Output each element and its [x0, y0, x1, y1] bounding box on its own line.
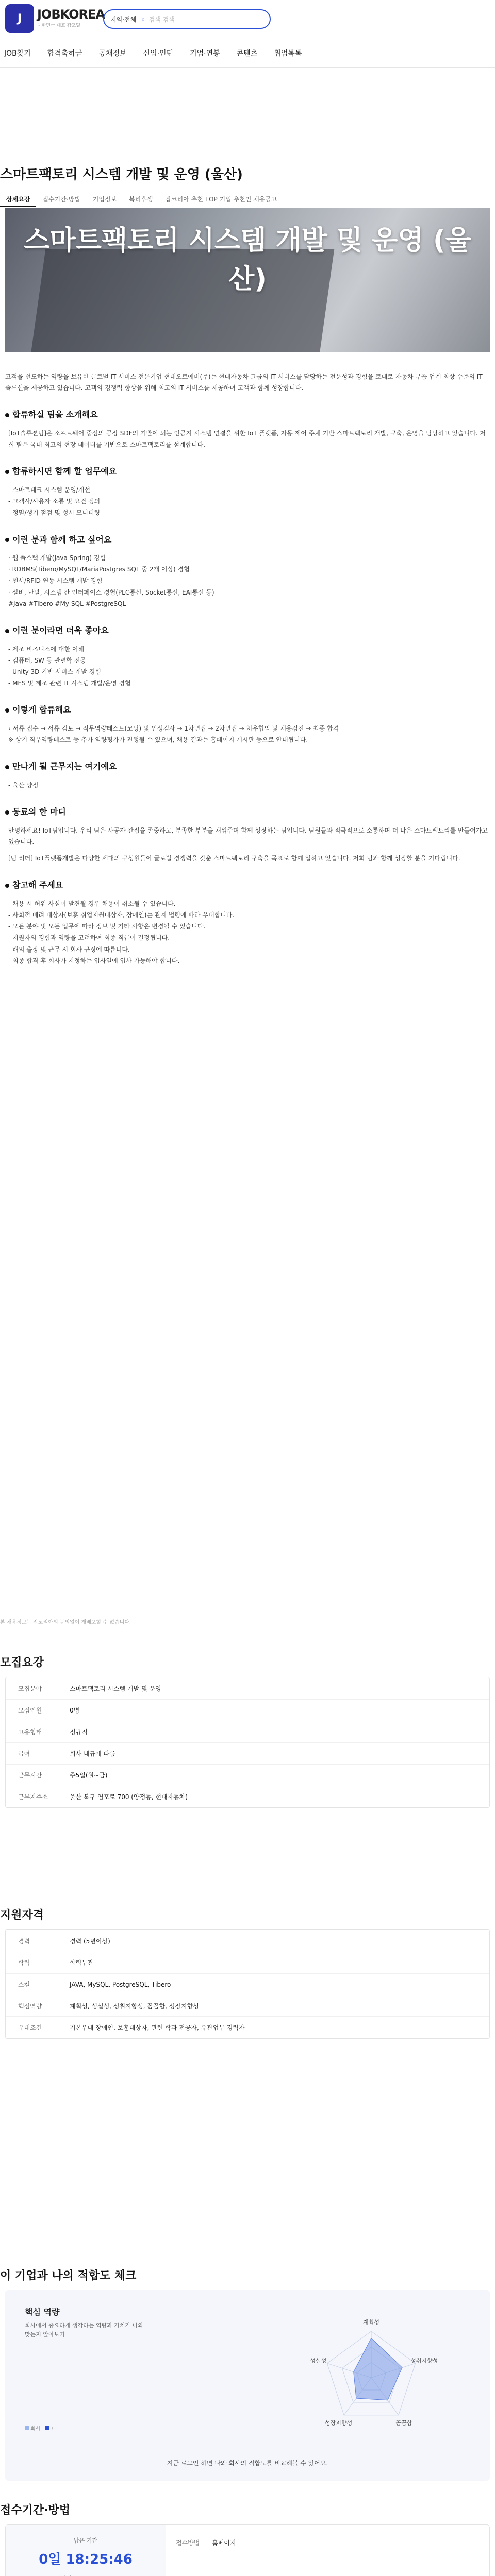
- section-line: [IoT솔루션팀]은 소프트웨어 중심의 공장 SDF의 기반이 되는 인공지 시스템 연결을 위한 IoT 플랫폼, 자동 제어 주체 기반 스마트팩토리 개발, 구축, 운영을 담당하고 있습니다. 저희 팀은 국내 최고의 현장 데이터를 기반으로 스마트팩토리를 설계합니다.: [8, 429, 486, 449]
- apply-panel: [5, 2524, 490, 2576]
- row-label: 핵심역량: [18, 2003, 42, 2010]
- section-line: - 정밀/생기 점검 및 성시 모니터링: [8, 509, 101, 517]
- row-label: 경력: [18, 1937, 30, 1945]
- section-title: 이런 분과 함께 하고 싶어요: [12, 534, 112, 545]
- section-heading: [5, 702, 490, 718]
- section-body: [5, 428, 490, 450]
- remain-time: 0일 18:25:46: [39, 2552, 133, 2567]
- section-line: - 고객사/사용자 소통 및 요건 정의: [8, 498, 101, 505]
- recruit-section: [0, 1654, 495, 1808]
- section-heading: [5, 877, 490, 893]
- row-label: 근무시간: [18, 1772, 42, 1779]
- tab-apply[interactable]: 접수기간·방법: [42, 196, 80, 203]
- row-label: 학력: [18, 1959, 30, 1967]
- section-line: ※ 상기 직무역량테스트 등 추가 역량평가가 진행될 수 있으며, 채용 결과는 홈페이지 게시판 등으로 안내됩니다.: [8, 736, 308, 744]
- brand-name: JOBKOREA: [37, 7, 105, 22]
- section-body: [5, 898, 490, 967]
- section-line: - MES 및 제조 관련 IT 시스템 개발/운영 경험: [8, 680, 131, 687]
- search-icon: ⌕: [141, 15, 145, 23]
- radar-chart: [294, 2311, 449, 2445]
- radar-axis-label: 꼼꼼함: [395, 2419, 412, 2427]
- section-title: 합류하실 팀을 소개해요: [12, 410, 98, 420]
- row-value: 주5일(월~금): [70, 1772, 108, 1779]
- site-header: [0, 0, 495, 38]
- section-line: [팀 리더] IoT플랫폼개발은 다양한 세대의 구성원들이 글로벌 경쟁력을 갖춘 스마트팩토리 구축을 목표로 함께 일하고 있습니다. 저희 팀과 함께 성장할 분을 기다립니다.: [8, 855, 460, 862]
- section-line: - 제조 비즈니스에 대한 이해: [8, 645, 85, 653]
- qual-heading: 지원자격: [0, 1909, 44, 1922]
- section-body: [5, 552, 490, 609]
- section-line: - 사회적 배려 대상자(보훈 취업지원대상자, 장애인)는 관계 법령에 따라 우대합니다.: [8, 911, 235, 919]
- row-value: 정규직: [70, 1728, 88, 1736]
- radar-series-company: [354, 2338, 402, 2400]
- search-input[interactable]: 검색 검색: [148, 15, 175, 23]
- recruit-heading: 모집요강: [0, 1656, 44, 1669]
- nav-item[interactable]: 기업·연봉: [190, 49, 220, 58]
- table-row: [6, 1677, 489, 1699]
- login-cta[interactable]: 지금 로그인 하면 나와 회사의 적합도를 비교해볼 수 있어요.: [167, 2460, 328, 2467]
- section-heading: [5, 804, 490, 820]
- logo-mark: J: [17, 12, 22, 25]
- bullet-icon: [5, 538, 9, 542]
- section-heading: [5, 532, 490, 548]
- bullet-icon: [5, 470, 9, 474]
- bullet-icon: [5, 413, 9, 417]
- table-row: [6, 1973, 489, 1995]
- section-line: - 채용 시 허위 사실이 발견될 경우 채용이 취소될 수 있습니다.: [8, 900, 176, 907]
- detail-tabs: [0, 189, 495, 207]
- search-bar[interactable]: [103, 9, 271, 29]
- table-row: [6, 1995, 489, 2016]
- section-title: 동료의 한 마디: [12, 807, 66, 817]
- countdown: [6, 2525, 166, 2576]
- row-value: 기본우대 장애인, 보훈대상자, 관련 학과 전공자, 유관업무 경력자: [70, 2024, 245, 2031]
- row-value: 계획성, 성실성, 성취지향성, 꼼꼼함, 성장지향성: [70, 2003, 199, 2010]
- section-line: · 설비, 단말, 시스템 간 인터페이스 경험(PLC통신, Socket통신, EAI통신 등): [8, 588, 214, 596]
- table-row: [6, 2016, 489, 2038]
- section-line: - 울산 양정: [8, 781, 39, 789]
- row-value: 0명: [70, 1707, 80, 1714]
- section-line: · 센서/RFID 연동 시스템 개발 경험: [8, 577, 103, 585]
- row-value: 경력 (5년이상): [70, 1937, 110, 1945]
- job-description: [5, 371, 490, 967]
- logo[interactable]: [5, 4, 34, 33]
- nav-item[interactable]: 공채정보: [98, 49, 127, 58]
- section-line: · RDBMS(Tibero/MySQL/MariaPostgres SQL 중 2개 이상) 경험: [8, 566, 190, 573]
- nav-item[interactable]: 콘텐츠: [236, 49, 258, 58]
- remain-label: 남은 기간: [73, 2537, 97, 2544]
- row-label: 모집분야: [18, 1685, 42, 1692]
- brand-tagline: 대한민국 대표 잡포털: [37, 23, 80, 28]
- notice: 본 채용정보는 잡코리아의 동의없이 재배포할 수 없습니다.: [0, 1620, 131, 1625]
- legend-swatch: [45, 2426, 50, 2430]
- tab-company[interactable]: 기업정보: [92, 196, 117, 203]
- nav-item[interactable]: JOB찾기: [4, 49, 31, 58]
- section-heading: [5, 623, 490, 638]
- section-title: 참고해 주세요: [12, 880, 63, 890]
- nav-item[interactable]: 취업톡톡: [274, 49, 302, 58]
- tab-detail[interactable]: 상세요강: [0, 189, 36, 207]
- fit-heading: 이 기업과 나의 적합도 체크: [0, 2269, 137, 2282]
- table-row: [6, 1742, 489, 1764]
- bullet-icon: [5, 708, 9, 713]
- section-body: [5, 643, 490, 689]
- main-nav: [0, 38, 495, 68]
- section-line: · 웹 풀스택 개발(Java Spring) 경험: [8, 554, 106, 562]
- row-label: 근무지주소: [18, 1793, 48, 1801]
- section-title: 이렇게 합류해요: [12, 705, 71, 715]
- table-row: [6, 1930, 489, 1952]
- row-value: 학력무관: [70, 1959, 94, 1967]
- method-value: 홈페이지: [212, 2539, 236, 2547]
- radar-axis-label: 성장지향성: [324, 2419, 353, 2427]
- row-label: 고용형태: [18, 1728, 42, 1736]
- row-label: 우대조건: [18, 2024, 42, 2031]
- bullet-icon: [5, 629, 9, 633]
- legend-swatch: [25, 2426, 29, 2430]
- legend-label: 나: [51, 2426, 56, 2432]
- row-label: 스킬: [18, 1981, 30, 1988]
- section-body: [5, 723, 490, 745]
- section-line: 안녕하세요! IoT팀입니다. 우리 팀은 사공자 간접을 존중하고, 부족한 부분을 채워주며 함께 성장하는 팀입니다. 팀원들과 적극적으로 소통하며 더 나은 스마트팩토리를 만들어가고 있습니다.: [8, 826, 488, 845]
- row-value: JAVA, MySQL, PostgreSQL, Tibero: [70, 1980, 171, 1988]
- bullet-icon: [5, 884, 9, 888]
- hero-title: 스마트팩토리 시스템 개발 및 운영 (울산): [24, 225, 471, 295]
- section-line: - 해외 출장 및 근무 시 회사 규정에 따릅니다.: [8, 945, 130, 953]
- bullet-icon: [5, 810, 9, 815]
- section-line: - Unity 3D 기반 서비스 개발 경험: [8, 668, 101, 675]
- search-region-select[interactable]: 지역·전체: [110, 15, 137, 23]
- intro-text: 고객을 선도하는 역량을 보유한 글로벌 IT 서비스 전문기업 현대오토에버(주)는 현대자동차 그룹의 IT 서비스를 담당하는 전문성과 경험을 토대로 자동차 부품 업계 최상 수준의 IT 솔루션을 제공하고 있습니다. 고객의 경쟁력 향상을 위해 최고의 IT 서비스를 제공하며 고객과 함께 성장합니다.: [5, 373, 483, 392]
- section-heading: [5, 407, 490, 422]
- table-row: [6, 1952, 489, 1973]
- section-title: 만나게 될 근무지는 여기예요: [12, 761, 117, 772]
- row-value: 회사 내규에 따름: [70, 1750, 116, 1757]
- recruit-table: [5, 1677, 490, 1808]
- row-label: 급여: [18, 1750, 30, 1757]
- legend: [25, 2424, 56, 2432]
- bullet-icon: [5, 765, 9, 769]
- table-row: [6, 1786, 489, 1807]
- brand[interactable]: [37, 7, 105, 28]
- section-body: [5, 779, 490, 791]
- row-value: 울산 북구 염포로 700 (양정동, 현대자동차): [70, 1793, 188, 1801]
- radar-axis-label: 성실성: [310, 2357, 327, 2364]
- section-line: - 스마트테크 시스템 운영/개선: [8, 486, 90, 494]
- section-heading: [5, 759, 490, 774]
- core-ability-desc: 회사에서 중요하게 생각하는 역량과 가치가 나와 맞는지 알아보기: [25, 2322, 144, 2338]
- qual-table: [5, 1929, 490, 2039]
- core-ability-title: 핵심 역량: [25, 2307, 60, 2317]
- section-line: - 지원자의 경험과 역량을 고려하여 최종 직급이 결정됩니다.: [8, 934, 170, 942]
- method-label: 접수방법: [176, 2539, 200, 2547]
- radar-axis-label: 계획성: [363, 2319, 380, 2326]
- nav-item[interactable]: 합격축하금: [47, 49, 82, 58]
- tab-welfare[interactable]: 복리후생: [129, 196, 153, 203]
- section-line: #Java #Tibero #My-SQL #PostgreSQL: [8, 600, 126, 607]
- nav-item[interactable]: 신입·인턴: [143, 49, 174, 58]
- section-line: - 모든 분야 및 모든 업무에 따라 정보 및 기타 사항은 변경될 수 있습니다.: [8, 923, 206, 930]
- table-row: [6, 1764, 489, 1786]
- section-heading: [5, 464, 490, 479]
- section-line: - 컴퓨터, SW 등 관련학 전공: [8, 656, 87, 664]
- tab-recommend[interactable]: 잡코리아 추천 TOP 기업 추천인 채용공고: [165, 196, 277, 203]
- section-line: › 서류 접수 → 서류 검토 → 직무역량테스트(코딩) 및 인성검사 → 1차면접 → 2차면접 → 처우협의 및 채용검진 → 최종 합격: [8, 724, 339, 732]
- qual-section: [0, 1906, 495, 2039]
- section-body: [5, 484, 490, 519]
- row-label: 모집인원: [18, 1707, 42, 1714]
- section-body: [5, 825, 490, 865]
- apply-heading: 접수기간·방법: [0, 2504, 70, 2517]
- table-row: [6, 1699, 489, 1721]
- radar-axis-label: 성취지향성: [410, 2357, 438, 2364]
- section-title: 합류하시면 함께 할 업무예요: [12, 466, 117, 477]
- section-title: 이런 분이라면 더욱 좋아요: [12, 625, 109, 636]
- table-row: [6, 1721, 489, 1742]
- legend-label: 회사: [30, 2426, 41, 2432]
- hero-banner: [5, 208, 490, 352]
- section-line: - 최종 합격 후 회사가 지정하는 입사일에 입사 가능해야 합니다.: [8, 957, 180, 964]
- fit-panel: [5, 2290, 490, 2481]
- page-title: 스마트팩토리 시스템 개발 및 운영 (울산): [0, 167, 243, 182]
- row-value: 스마트팩토리 시스템 개발 및 운영: [70, 1685, 161, 1692]
